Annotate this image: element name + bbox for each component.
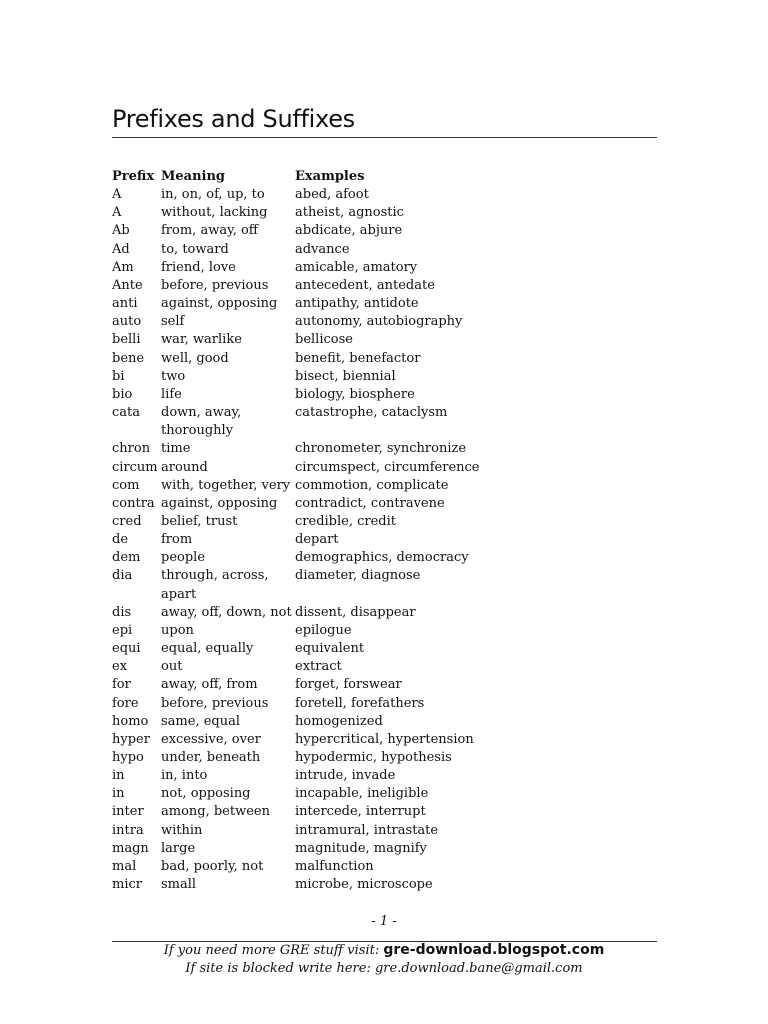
cell-meaning: from [161, 532, 193, 548]
cell-examples: intrude, invade [295, 768, 396, 784]
table-row [112, 803, 672, 821]
cell-examples: microbe, microscope [295, 877, 433, 893]
cell-examples: advance [295, 241, 350, 257]
cell-meaning: two [161, 368, 186, 384]
cell-meaning: friend, love [161, 259, 236, 275]
footer-line-2: If site is blocked write here: gre.download.bane@gmail.com [185, 961, 583, 976]
cell-examples: intercede, interrupt [295, 804, 426, 820]
table-row [112, 876, 672, 894]
cell-meaning: war, warlike [161, 332, 242, 348]
table-row [112, 840, 672, 858]
cell-prefix: intra [112, 822, 144, 838]
cell-prefix: cata [112, 405, 141, 421]
cell-prefix: in [112, 768, 125, 784]
cell-prefix: hypo [112, 750, 144, 765]
cell-prefix: dis [112, 604, 132, 620]
cell-examples: circumspect, circumference [295, 459, 480, 475]
cell-examples: equivalent [295, 641, 365, 657]
cell-prefix: A [112, 187, 122, 203]
cell-meaning: in, into [161, 768, 208, 784]
cell-meaning: life [161, 386, 182, 402]
cell-examples: benefit, benefactor [295, 350, 421, 366]
cell-prefix: cred [112, 513, 142, 529]
cell-prefix: belli [112, 332, 141, 348]
cell-meaning: against, opposing [161, 296, 278, 312]
cell-meaning: in, on, of, up, to [161, 187, 265, 203]
cell-meaning: through, across, [161, 568, 269, 584]
table-row [112, 767, 672, 785]
cell-meaning: against, opposing [161, 495, 278, 511]
table-row [112, 640, 672, 658]
cell-prefix: fore [112, 695, 139, 711]
cell-meaning: from, away, off [161, 223, 259, 239]
cell-prefix: bene [112, 350, 145, 366]
table-row [112, 604, 672, 622]
cell-examples: atheist, agnostic [295, 205, 404, 221]
cell-examples: dissent, disappear [295, 604, 416, 620]
cell-examples: bisect, biennial [295, 368, 396, 384]
cell-examples: intramural, intrastate [295, 822, 439, 838]
cell-meaning: bad, poorly, not [161, 858, 264, 874]
cell-examples: antecedent, antedate [295, 277, 435, 293]
cell-meaning: with, together, very [161, 477, 291, 493]
cell-prefix: equi [112, 641, 141, 657]
table-row [112, 204, 672, 222]
cell-meaning: before, previous [161, 695, 269, 711]
cell-meaning: away, off, down, not [161, 604, 292, 620]
cell-examples [295, 422, 672, 440]
cell-prefix: for [112, 677, 131, 693]
cell-examples: demographics, democracy [295, 550, 469, 566]
cell-meaning: under, beneath [161, 750, 261, 765]
cell-examples: magnitude, magnify [295, 840, 427, 856]
cell-meaning: equal, equally [161, 641, 254, 657]
cell-examples: incapable, ineligible [295, 786, 429, 802]
prefix-table [112, 168, 672, 894]
cell-meaning: out [161, 659, 183, 675]
table-row [112, 549, 672, 567]
cell-examples: malfunction [295, 858, 374, 874]
table-row [112, 531, 672, 549]
cell-meaning: within [161, 822, 203, 838]
table-row [112, 422, 672, 440]
cell-prefix: auto [112, 314, 142, 330]
table-row [112, 186, 672, 204]
cell-examples: contradict, contravene [295, 495, 445, 511]
cell-examples: homogenized [295, 713, 383, 729]
cell-examples: hypercritical, hypertension [295, 731, 474, 747]
table-row [112, 622, 672, 640]
cell-examples: chronometer, synchronize [295, 441, 467, 457]
cell-meaning: down, away, [161, 405, 242, 421]
cell-meaning: belief, trust [161, 513, 238, 529]
cell-meaning: before, previous [161, 277, 269, 293]
cell-examples: commotion, complicate [295, 477, 449, 493]
cell-prefix: Ad [112, 241, 130, 257]
table-row [112, 222, 672, 240]
page-title: Prefixes and Suffixes [112, 105, 355, 133]
cell-meaning: around [161, 459, 208, 475]
cell-prefix: micr [112, 877, 142, 893]
table-row [112, 313, 672, 331]
cell-prefix: magn [112, 840, 149, 856]
cell-meaning: not, opposing [161, 786, 251, 802]
cell-prefix: contra [112, 495, 155, 511]
cell-examples: hypodermic, hypothesis [295, 750, 452, 765]
cell-examples: credible, credit [295, 513, 396, 529]
cell-prefix: bi [112, 368, 125, 384]
table-row [112, 404, 672, 422]
cell-prefix: Ante [112, 277, 143, 293]
cell-meaning: people [161, 550, 206, 566]
cell-prefix: com [112, 477, 140, 493]
cell-examples: depart [295, 532, 339, 548]
cell-meaning: among, between [161, 804, 270, 820]
cell-prefix: homo [112, 713, 149, 729]
cell-prefix: dem [112, 550, 141, 566]
cell-examples: catastrophe, cataclysm [295, 405, 448, 421]
cell-meaning: same, equal [161, 713, 241, 729]
cell-meaning: away, off, from [161, 677, 258, 693]
footer-line-1 [0, 941, 768, 960]
table-header-row [112, 168, 672, 186]
cell-examples: amicable, amatory [295, 259, 418, 275]
cell-examples: autonomy, autobiography [295, 314, 463, 330]
cell-prefix: Ab [112, 223, 130, 239]
cell-meaning: upon [161, 622, 194, 638]
header-examples: Examples [295, 169, 365, 184]
table-row [112, 658, 672, 676]
table-row [112, 440, 672, 458]
table-row [112, 567, 672, 585]
table-row [112, 350, 672, 368]
cell-prefix: bio [112, 386, 133, 402]
cell-prefix: dia [112, 568, 133, 584]
table-row [112, 259, 672, 277]
cell-examples: abed, afoot [295, 187, 369, 203]
table-row [112, 368, 672, 386]
table-row [112, 295, 672, 313]
footer [0, 941, 768, 978]
header-meaning: Meaning [161, 169, 226, 184]
cell-examples: diameter, diagnose [295, 568, 421, 584]
cell-prefix: circum [112, 459, 158, 475]
cell-prefix: mal [112, 858, 137, 874]
footer-visit-text: If you need more GRE stuff visit: [163, 943, 380, 958]
cell-examples: forget, forswear [295, 677, 402, 693]
cell-examples: antipathy, antidote [295, 296, 419, 312]
cell-prefix: epi [112, 622, 133, 638]
cell-prefix: ex [112, 659, 128, 675]
table-row [112, 477, 672, 495]
table-row [112, 459, 672, 477]
cell-prefix [112, 586, 161, 604]
table-row [112, 513, 672, 531]
cell-prefix: anti [112, 296, 138, 312]
table-row [112, 731, 672, 749]
table-row [112, 749, 672, 767]
cell-meaning: time [161, 441, 191, 457]
table-row [112, 695, 672, 713]
header-prefix: Prefix [112, 169, 155, 184]
cell-prefix: chron [112, 441, 151, 457]
table-row [112, 858, 672, 876]
cell-examples: abdicate, abjure [295, 223, 403, 239]
table-row [112, 713, 672, 731]
table-row [112, 586, 672, 604]
cell-examples: foretell, forefathers [295, 695, 425, 711]
table-row [112, 386, 672, 404]
cell-prefix: Am [112, 259, 134, 275]
table-row [112, 241, 672, 259]
cell-examples [295, 586, 672, 604]
table-row [112, 331, 672, 349]
cell-examples: bellicose [295, 332, 353, 348]
cell-examples: biology, biosphere [295, 386, 415, 402]
cell-meaning: without, lacking [161, 205, 268, 221]
table-row [112, 785, 672, 803]
cell-meaning: thoroughly [161, 423, 234, 439]
cell-prefix: inter [112, 804, 144, 820]
title-divider [112, 137, 657, 138]
cell-meaning: to, toward [161, 241, 229, 257]
cell-prefix [112, 422, 161, 440]
cell-prefix: de [112, 532, 129, 548]
table-row [112, 277, 672, 295]
cell-prefix: hyper [112, 731, 150, 747]
cell-meaning: self [161, 314, 185, 330]
cell-meaning: apart [161, 586, 197, 602]
cell-examples: epilogue [295, 622, 352, 638]
table-row [112, 822, 672, 840]
cell-examples: extract [295, 659, 342, 675]
table-body [112, 186, 672, 894]
cell-prefix: in [112, 786, 125, 802]
cell-meaning: small [161, 877, 197, 893]
cell-meaning: excessive, over [161, 731, 261, 747]
cell-meaning: large [161, 840, 196, 856]
footer-site-link[interactable]: gre-download.blogspot.com [383, 942, 605, 958]
page-number: - 1 - [371, 914, 397, 929]
table-row [112, 676, 672, 694]
cell-meaning: well, good [161, 350, 229, 366]
cell-prefix: A [112, 205, 122, 221]
table-row [112, 495, 672, 513]
